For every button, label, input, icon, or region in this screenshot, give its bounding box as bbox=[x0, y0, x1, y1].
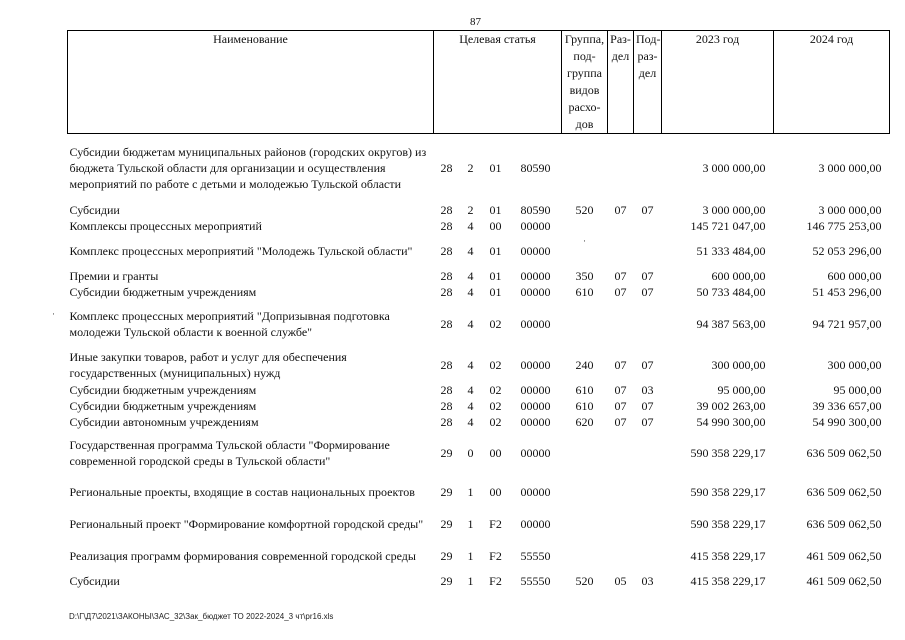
target-code-direction: 00000 bbox=[520, 218, 551, 233]
amount-2024: 300 000,00 bbox=[827, 357, 882, 372]
subsection-code: 07 bbox=[641, 357, 654, 372]
subsection-code: 07 bbox=[641, 284, 654, 299]
target-code-direction: 00000 bbox=[520, 414, 551, 429]
subsection-code bbox=[634, 540, 662, 572]
target-code-subprogram: 1 bbox=[467, 573, 474, 588]
row-name: Комплексы процессных мероприятий bbox=[69, 218, 262, 233]
target-code-subprogram: 4 bbox=[467, 382, 474, 397]
amount-2023: 415 358 229,17 bbox=[690, 573, 766, 588]
row-name: Субсидии bbox=[69, 202, 120, 217]
amount-2024: 600 000,00 bbox=[827, 268, 882, 283]
section-code: 07 bbox=[614, 268, 627, 283]
expense-group: 620 bbox=[575, 414, 594, 429]
amount-2024: 146 775 253,00 bbox=[806, 218, 882, 233]
amount-2024: 636 509 062,50 bbox=[806, 445, 882, 460]
amount-2023: 590 358 229,17 bbox=[690, 445, 766, 460]
section-code: 07 bbox=[614, 202, 627, 217]
target-code-event: 02 bbox=[489, 382, 502, 397]
row-name: Государственная программа Тульской области "Формирование современной городской среды в Тульской области" bbox=[69, 437, 390, 468]
target-code-program: 28 bbox=[440, 218, 453, 233]
target-code-direction: 00000 bbox=[520, 398, 551, 413]
amount-2024: 94 721 957,00 bbox=[812, 316, 882, 331]
section-code: 05 bbox=[614, 573, 627, 588]
table-row bbox=[68, 234, 890, 268]
target-code-subprogram: 4 bbox=[467, 243, 474, 258]
subsection-code bbox=[634, 508, 662, 540]
header-subsection: Под-раз-дел bbox=[634, 31, 662, 134]
target-code-subprogram: 4 bbox=[467, 414, 474, 429]
section-code: 07 bbox=[614, 357, 627, 372]
subsection-code: 03 bbox=[641, 573, 654, 588]
subsection-code: 07 bbox=[641, 398, 654, 413]
amount-2023: 95 000,00 bbox=[717, 382, 766, 397]
amount-2024: 3 000 000,00 bbox=[818, 202, 882, 217]
target-code-subprogram: 4 bbox=[467, 398, 474, 413]
row-name: Региональный проект "Формирование комфортной городской среды" bbox=[69, 516, 424, 531]
target-code-event: 01 bbox=[489, 160, 502, 175]
target-code-direction: 00000 bbox=[520, 445, 551, 460]
section-code bbox=[608, 134, 634, 202]
header-year-2023: 2023 год bbox=[662, 31, 774, 134]
row-name: Премии и гранты bbox=[69, 268, 159, 283]
amount-2024: 95 000,00 bbox=[833, 382, 882, 397]
subsection-code: 07 bbox=[641, 202, 654, 217]
amount-2024: 51 453 296,00 bbox=[812, 284, 882, 299]
amount-2023: 590 358 229,17 bbox=[690, 484, 766, 499]
target-code-program: 28 bbox=[440, 284, 453, 299]
amount-2023: 145 721 047,00 bbox=[690, 218, 766, 233]
table-row bbox=[68, 430, 890, 476]
row-name: Субсидии бюджетным учреждениям bbox=[69, 382, 257, 397]
target-code-direction: 00000 bbox=[520, 484, 551, 499]
target-code-event: F2 bbox=[489, 516, 502, 531]
amount-2024: 54 990 300,00 bbox=[812, 414, 882, 429]
amount-2023: 590 358 229,17 bbox=[690, 516, 766, 531]
subsection-code: 07 bbox=[641, 268, 654, 283]
section-code bbox=[608, 430, 634, 476]
expense-group: 240 bbox=[575, 357, 594, 372]
amount-2024: 3 000 000,00 bbox=[818, 160, 882, 175]
amount-2024: 461 509 062,50 bbox=[806, 573, 882, 588]
target-code-program: 29 bbox=[440, 548, 453, 563]
row-name: Субсидии бюджетным учреждениям bbox=[69, 284, 257, 299]
row-name: Субсидии бюджетным учреждениям bbox=[69, 398, 257, 413]
amount-2023: 54 990 300,00 bbox=[696, 414, 766, 429]
target-code-subprogram: 1 bbox=[467, 516, 474, 531]
row-name: Комплекс процессных мероприятий "Допризывная подготовка молодежи Тульской области к военной службе" bbox=[69, 308, 390, 339]
expense-group bbox=[562, 476, 608, 508]
row-name: Комплекс процессных мероприятий "Молодежь Тульской области" bbox=[69, 243, 413, 258]
table-row bbox=[68, 572, 890, 590]
target-code-program: 28 bbox=[440, 243, 453, 258]
subsection-code: 03 bbox=[641, 382, 654, 397]
subsection-code bbox=[634, 300, 662, 348]
target-code-event: 00 bbox=[489, 445, 502, 460]
target-code-direction: 55550 bbox=[520, 548, 551, 563]
amount-2023: 94 387 563,00 bbox=[696, 316, 766, 331]
target-code-direction: 00000 bbox=[520, 268, 551, 283]
target-code-direction: 00000 bbox=[520, 516, 551, 531]
row-name: Иные закупки товаров, работ и услуг для обеспечения государственных (муниципальных) нужд bbox=[69, 349, 347, 380]
target-code-subprogram: 4 bbox=[467, 284, 474, 299]
target-code-event: 00 bbox=[489, 484, 502, 499]
table-row bbox=[68, 202, 890, 218]
header-name: Наименование bbox=[68, 31, 434, 134]
table-row bbox=[68, 508, 890, 540]
target-code-event: F2 bbox=[489, 548, 502, 563]
target-code-program: 29 bbox=[440, 573, 453, 588]
section-code bbox=[608, 234, 634, 268]
table-row bbox=[68, 134, 890, 202]
target-code-program: 28 bbox=[440, 414, 453, 429]
target-code-program: 28 bbox=[440, 357, 453, 372]
target-code-program: 29 bbox=[440, 445, 453, 460]
target-code-event: 02 bbox=[489, 357, 502, 372]
table-header bbox=[68, 31, 890, 134]
target-code-event: 01 bbox=[489, 243, 502, 258]
amount-2023: 600 000,00 bbox=[711, 268, 766, 283]
subsection-code bbox=[634, 134, 662, 202]
amount-2023: 3 000 000,00 bbox=[702, 160, 766, 175]
target-code-subprogram: 4 bbox=[467, 357, 474, 372]
target-code-subprogram: 2 bbox=[467, 160, 474, 175]
target-code-direction: 00000 bbox=[520, 382, 551, 397]
footer-file-path: D:\Г\Д7\2021\ЗАКОНЫ\ЗАС_32\Зак_бюджет ТО 2022-2024_3 чт\pr16.xls bbox=[69, 612, 334, 621]
expense-group: 610 bbox=[575, 382, 594, 397]
table-row bbox=[68, 398, 890, 414]
section-code bbox=[608, 508, 634, 540]
subsection-code: 07 bbox=[641, 414, 654, 429]
target-code-event: F2 bbox=[489, 573, 502, 588]
target-code-program: 28 bbox=[440, 268, 453, 283]
target-code-program: 29 bbox=[440, 516, 453, 531]
budget-table bbox=[67, 30, 890, 590]
target-code-program: 28 bbox=[440, 316, 453, 331]
target-code-subprogram: 2 bbox=[467, 202, 474, 217]
target-code-direction: 80590 bbox=[520, 160, 551, 175]
header-year-2024: 2024 год bbox=[774, 31, 890, 134]
target-code-subprogram: 1 bbox=[467, 548, 474, 563]
header-expense-group: Группа, под-группа видов расхо-дов bbox=[562, 31, 608, 134]
amount-2023: 3 000 000,00 bbox=[702, 202, 766, 217]
expense-group bbox=[562, 218, 608, 234]
expense-group bbox=[562, 430, 608, 476]
target-code-event: 02 bbox=[489, 398, 502, 413]
table-body bbox=[68, 134, 890, 590]
table-row bbox=[68, 218, 890, 234]
table-row bbox=[68, 414, 890, 430]
target-code-program: 28 bbox=[440, 398, 453, 413]
amount-2024: 39 336 657,00 bbox=[812, 398, 882, 413]
target-code-event: 01 bbox=[489, 268, 502, 283]
amount-2023: 39 002 263,00 bbox=[696, 398, 766, 413]
scan-mark: · bbox=[583, 236, 586, 246]
target-code-program: 28 bbox=[440, 202, 453, 217]
amount-2023: 51 333 484,00 bbox=[696, 243, 766, 258]
expense-group: 520 bbox=[575, 573, 594, 588]
page-number: 87 bbox=[470, 16, 481, 28]
row-name: Реализация программ формирования современной городской среды bbox=[69, 548, 416, 563]
target-code-subprogram: 4 bbox=[467, 268, 474, 283]
row-name: Субсидии бюджетам муниципальных районов (городских округов) из бюджета Тульской области для организации и осуществления мероприятий по работе с детьми и молодежью Тульской области bbox=[69, 144, 427, 191]
scan-mark: · bbox=[52, 309, 55, 319]
header-section: Раз-дел bbox=[608, 31, 634, 134]
header-target-article: Целевая статья bbox=[434, 31, 562, 134]
target-code-direction: 00000 bbox=[520, 284, 551, 299]
amount-2023: 50 733 484,00 bbox=[696, 284, 766, 299]
amount-2024: 461 509 062,50 bbox=[806, 548, 882, 563]
row-name: Региональные проекты, входящие в состав национальных проектов bbox=[69, 484, 415, 499]
table-row bbox=[68, 300, 890, 348]
section-code bbox=[608, 476, 634, 508]
table-row bbox=[68, 382, 890, 398]
table-row bbox=[68, 284, 890, 300]
target-code-subprogram: 4 bbox=[467, 218, 474, 233]
target-code-direction: 80590 bbox=[520, 202, 551, 217]
target-code-direction: 55550 bbox=[520, 573, 551, 588]
expense-group bbox=[562, 540, 608, 572]
table-row bbox=[68, 476, 890, 508]
expense-group: 520 bbox=[575, 202, 594, 217]
expense-group bbox=[562, 300, 608, 348]
target-code-program: 28 bbox=[440, 160, 453, 175]
section-code: 07 bbox=[614, 414, 627, 429]
section-code: 07 bbox=[614, 382, 627, 397]
target-code-event: 01 bbox=[489, 284, 502, 299]
target-code-event: 00 bbox=[489, 218, 502, 233]
target-code-event: 02 bbox=[489, 414, 502, 429]
target-code-subprogram: 1 bbox=[467, 484, 474, 499]
target-code-direction: 00000 bbox=[520, 243, 551, 258]
amount-2024: 636 509 062,50 bbox=[806, 516, 882, 531]
amount-2023: 300 000,00 bbox=[711, 357, 766, 372]
target-code-subprogram: 0 bbox=[467, 445, 474, 460]
section-code bbox=[608, 540, 634, 572]
subsection-code bbox=[634, 218, 662, 234]
target-code-subprogram: 4 bbox=[467, 316, 474, 331]
table-row bbox=[68, 268, 890, 284]
amount-2023: 415 358 229,17 bbox=[690, 548, 766, 563]
target-code-direction: 00000 bbox=[520, 316, 551, 331]
expense-group bbox=[562, 134, 608, 202]
target-code-program: 29 bbox=[440, 484, 453, 499]
target-code-event: 02 bbox=[489, 316, 502, 331]
section-code: 07 bbox=[614, 398, 627, 413]
section-code bbox=[608, 218, 634, 234]
section-code bbox=[608, 300, 634, 348]
expense-group bbox=[562, 508, 608, 540]
row-name: Субсидии bbox=[69, 573, 120, 588]
subsection-code bbox=[634, 234, 662, 268]
expense-group: 610 bbox=[575, 398, 594, 413]
row-name: Субсидии автономным учреждениям bbox=[69, 414, 259, 429]
target-code-direction: 00000 bbox=[520, 357, 551, 372]
target-code-program: 28 bbox=[440, 382, 453, 397]
table-row bbox=[68, 540, 890, 572]
subsection-code bbox=[634, 430, 662, 476]
expense-group: 350 bbox=[575, 268, 594, 283]
amount-2024: 636 509 062,50 bbox=[806, 484, 882, 499]
table-row bbox=[68, 348, 890, 382]
amount-2024: 52 053 296,00 bbox=[812, 243, 882, 258]
subsection-code bbox=[634, 476, 662, 508]
target-code-event: 01 bbox=[489, 202, 502, 217]
section-code: 07 bbox=[614, 284, 627, 299]
expense-group: 610 bbox=[575, 284, 594, 299]
